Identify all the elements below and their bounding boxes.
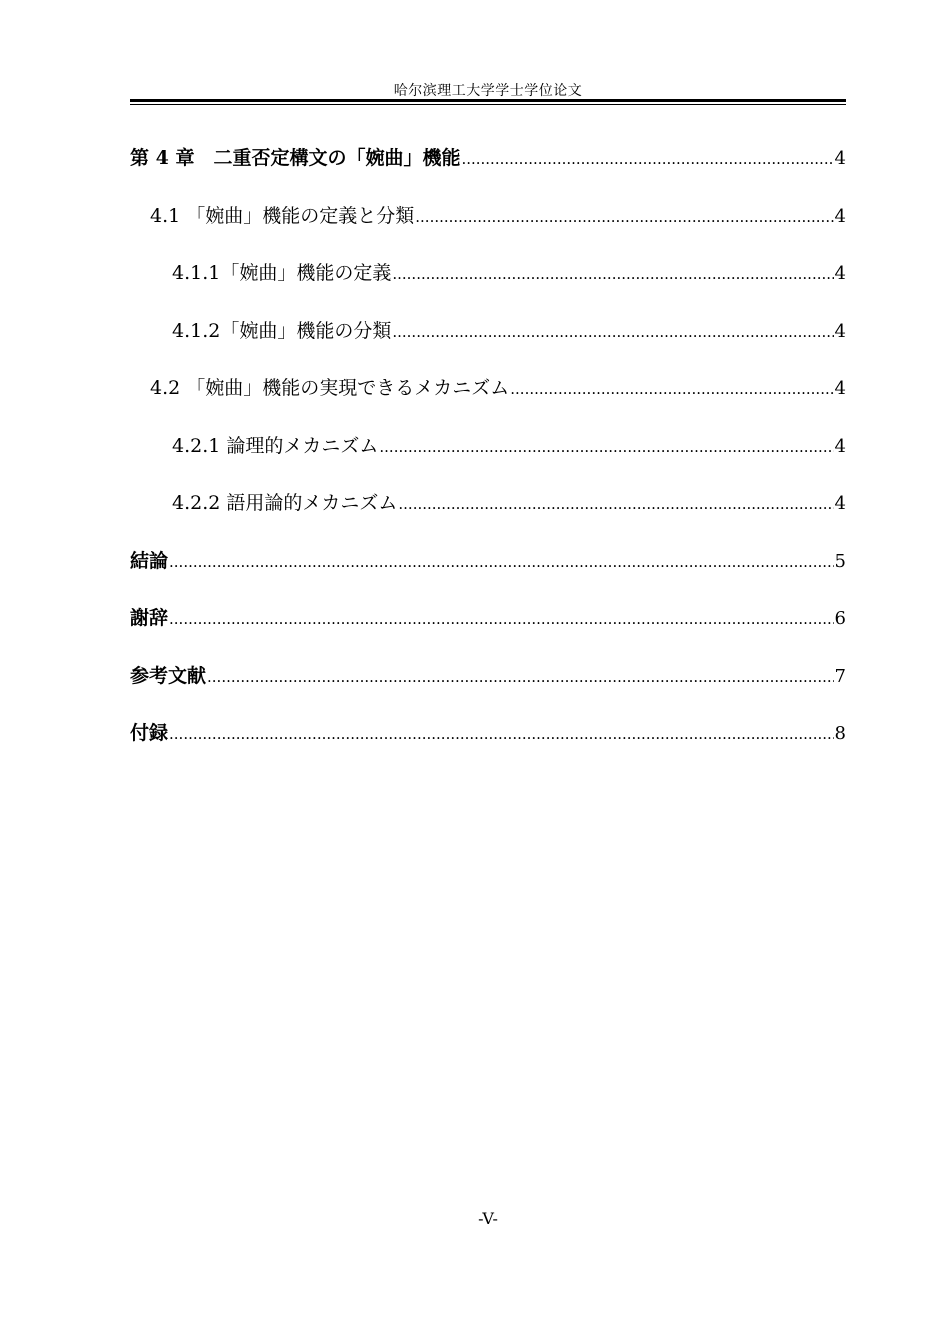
toc-leader-dots — [169, 553, 834, 571]
toc-entry-label: 4.2 「婉曲」機能の実現できるメカニズム — [150, 377, 510, 399]
header-rule-thick — [130, 99, 846, 102]
toc-leader-dots — [392, 265, 833, 283]
toc-entry[interactable] — [130, 488, 846, 546]
toc-entry[interactable] — [130, 201, 846, 259]
toc-entry-label: 付録 — [130, 722, 169, 744]
toc-entry-page: 4 — [834, 378, 846, 399]
toc-entry-page: 4 — [834, 148, 846, 169]
table-of-contents — [130, 143, 846, 776]
toc-entry[interactable] — [130, 603, 846, 661]
toc-entry-label: 4.2.1 論理的メカニズム — [172, 434, 379, 457]
toc-entry-page: 6 — [834, 608, 846, 629]
toc-entry[interactable] — [130, 431, 846, 489]
toc-entry[interactable] — [130, 373, 846, 431]
page-number: -V- — [478, 1209, 498, 1228]
toc-leader-dots — [379, 438, 833, 456]
toc-entry[interactable] — [130, 258, 846, 316]
toc-leader-dots — [415, 208, 833, 226]
toc-entry[interactable] — [130, 316, 846, 374]
toc-leader-dots — [510, 380, 833, 398]
toc-entry-page: 4 — [834, 320, 846, 342]
toc-entry[interactable] — [130, 718, 846, 776]
toc-entry[interactable] — [130, 546, 846, 604]
toc-entry-page: 7 — [834, 665, 846, 687]
running-header: 哈尔滨理工大学学士学位论文 — [393, 83, 583, 99]
toc-entry-page: 8 — [834, 723, 846, 744]
toc-entry-label: 結論 — [130, 549, 169, 572]
toc-leader-dots — [169, 610, 834, 628]
toc-leader-dots — [207, 668, 834, 686]
toc-entry-label: 4.1.1「婉曲」機能の定義 — [172, 262, 392, 284]
toc-leader-dots — [392, 323, 833, 341]
toc-entry-label: 第 4 章 二重否定構文の「婉曲」機能 — [130, 147, 461, 169]
toc-leader-dots — [169, 725, 834, 743]
toc-entry-page: 4 — [834, 435, 846, 457]
toc-entry-label: 4.1 「婉曲」機能の定義と分類 — [150, 204, 415, 227]
header-rule-thin — [130, 104, 846, 105]
toc-entry[interactable] — [130, 661, 846, 719]
toc-leader-dots — [398, 495, 833, 513]
toc-entry-label: 謝辞 — [130, 607, 169, 629]
toc-entry-label: 4.2.2 語用論的メカニズム — [172, 492, 398, 514]
toc-entry-page: 4 — [834, 493, 846, 514]
toc-entry-page: 4 — [834, 263, 846, 284]
toc-leader-dots — [461, 150, 833, 168]
toc-entry-page: 5 — [834, 550, 846, 572]
toc-entry-label: 参考文献 — [130, 664, 207, 687]
toc-entry[interactable] — [130, 143, 846, 201]
toc-entry-page: 4 — [834, 205, 846, 227]
toc-entry-label: 4.1.2「婉曲」機能の分類 — [172, 319, 392, 342]
